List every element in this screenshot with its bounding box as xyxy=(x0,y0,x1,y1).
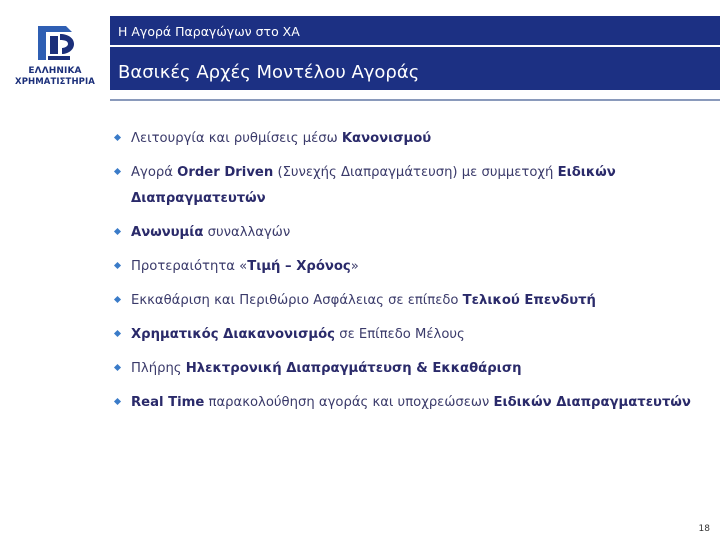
bullet-text: Λειτουργία και ρυθμίσεις μέσω xyxy=(131,131,342,146)
header-divider xyxy=(110,45,720,47)
bullet-text-bold: Real Time xyxy=(131,395,205,410)
bullet-text: » xyxy=(350,259,359,274)
logo-text-line2: ΧΡΗΜΑΤΙΣΤΗΡΙΑ xyxy=(15,77,95,87)
header-banner xyxy=(110,16,720,90)
slide-title: Βασικές Αρχές Μοντέλου Αγοράς xyxy=(118,62,420,83)
bullet-item xyxy=(114,126,704,152)
bullet-item xyxy=(114,288,704,314)
bullet-text: Εκκαθάριση και Περιθώριο Ασφάλειας σε επίπεδο xyxy=(131,293,463,308)
bullet-diamond-icon xyxy=(114,330,121,337)
bullet-item xyxy=(114,390,704,416)
bullet-text: Προτεραιότητα « xyxy=(131,259,248,274)
bullet-diamond-icon xyxy=(114,228,121,235)
bullet-text-bold: Κανονισμού xyxy=(341,131,432,146)
bullet-text-bold: Ειδικών Διαπραγματευτών xyxy=(131,165,616,206)
bullet-diamond-icon xyxy=(114,262,121,269)
bullet-text: Πλήρης xyxy=(131,361,186,376)
bullet-text-bold: Τιμή – Χρόνος xyxy=(247,259,351,274)
bullet-diamond-icon xyxy=(114,168,121,175)
section-subtitle: Η Αγορά Παραγώγων στο ΧΑ xyxy=(118,24,300,39)
bullet-item xyxy=(114,220,704,246)
bullet-text: συναλλαγών xyxy=(203,225,291,240)
header-underline xyxy=(110,99,720,101)
bullet-text-bold: Ειδικών Διαπραγματευτών xyxy=(493,395,691,410)
bullet-diamond-icon xyxy=(114,364,121,371)
bullet-text: σε Επίπεδο Μέλους xyxy=(335,327,465,342)
logo-text-line1: ΕΛΛΗΝΙΚΑ xyxy=(28,66,82,76)
page-number: 18 xyxy=(698,524,710,534)
exchange-logo xyxy=(0,0,110,100)
bullet-diamond-icon xyxy=(114,134,121,141)
bullet-text-bold: Τελικού Επενδυτή xyxy=(462,293,596,308)
bullet-text-bold: Order Driven xyxy=(177,165,274,180)
bullet-text: (Συνεχής Διαπραγμάτευση) με συμμετοχή xyxy=(273,165,558,180)
bullet-item xyxy=(114,356,704,382)
bullet-text-bold: Ηλεκτρονική Διαπραγμάτευση & Εκκαθάριση xyxy=(185,361,522,376)
bullet-text-bold: Χρηματικός Διακανονισμός xyxy=(131,327,336,342)
bullet-text-bold: Ανωνυμία xyxy=(131,225,204,240)
bullet-diamond-icon xyxy=(114,296,121,303)
bullet-text: παρακολούθηση αγοράς και υποχρεώσεων xyxy=(204,395,494,410)
bullet-item xyxy=(114,254,704,280)
bullet-diamond-icon xyxy=(114,398,121,405)
logo-emblem-icon xyxy=(36,20,76,62)
bullet-item xyxy=(114,322,704,348)
bullet-list xyxy=(114,126,704,424)
bullet-item xyxy=(114,160,704,212)
bullet-text: Αγορά xyxy=(131,165,178,180)
